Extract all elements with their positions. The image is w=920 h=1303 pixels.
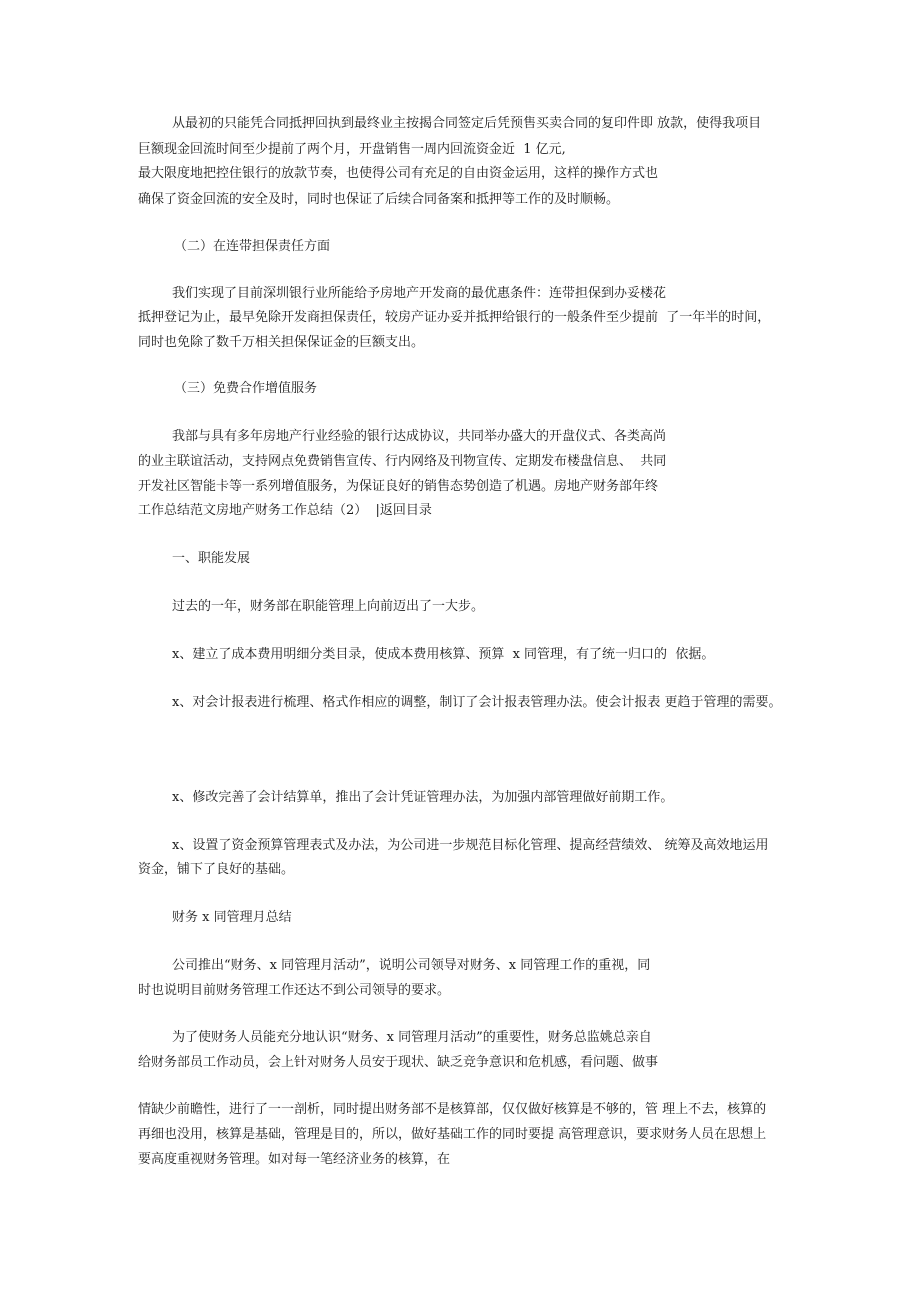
paragraph-line: 巨额现金回流时间至少提前了两个月，开盘销售一周内回流资金近 1 亿元, xyxy=(138,142,566,157)
paragraph-line: 要高度重视财务管理。如对每一笔经济业务的核算，在 xyxy=(138,1152,451,1167)
paragraph-line: 确保了资金回流的安全及时，同时也保证了后续合同备案和抵押等工作的及时顺畅。 xyxy=(138,192,620,207)
paragraph-line: 再细也没用，核算是基础，管理是目的，所以，做好基础工作的同时要提 高管理意识，要求财务人员在思想上 xyxy=(138,1127,767,1142)
paragraph-line: 从最初的只能凭合同抵押回执到最终业主按揭合同签定后凭预售买卖合同的复印件即 放款，使得我项目 xyxy=(172,116,762,131)
return-to-toc-link[interactable]: 工作总结范文房地产财务工作总结（2） |返回目录 xyxy=(138,503,432,518)
paragraph-line: 开发社区智能卡等一系列增值服务，为保证良好的销售态势创造了机遇。房地产财务部年终 xyxy=(138,479,659,494)
paragraph-line: 资金，铺下了良好的基础。 xyxy=(138,862,295,877)
paragraph-line: 情缺少前瞻性，进行了一一剖析，同时提出财务部不是核算部，仅仅做好核算是不够的，管 理上不去，核算的 xyxy=(138,1102,767,1117)
paragraph-line: 为了使财务人员能充分地认识“财务、x 同管理月活动”的重要性，财务总监姚总亲自 xyxy=(172,1030,652,1045)
paragraph-line: x、建立了成本费用明细分类目录，使成本费用核算、预算 x 同管理，有了统一归口的 依据。 xyxy=(172,647,715,662)
paragraph-line: x、对会计报表进行梳理、格式作相应的调整，制订了会计报表管理办法。使会计报表 更趋于管理的需要。 xyxy=(172,695,782,710)
paragraph-line: 抵押登记为止，最早免除开发商担保责任，较房产证办妥并抵押给银行的一般条件至少提前 了一年半的时间， xyxy=(138,310,771,325)
paragraph-line: x、修改完善了会计结算单，推出了会计凭证管理办法，为加强内部管理做好前期工作。 xyxy=(172,790,674,805)
paragraph-line: 最大限度地把控住银行的放款节奏，也使得公司有充足的自由资金运用，这样的操作方式也 xyxy=(138,166,659,181)
paragraph-line: 同时也免除了数千万相关担保保证金的巨额支出。 xyxy=(138,335,425,350)
paragraph-line: 时也说明目前财务管理工作还达不到公司领导的要求。 xyxy=(138,983,451,998)
section-heading: （二）在连带担保责任方面 xyxy=(174,239,331,254)
paragraph-line: 我部与具有多年房地产行业经验的银行达成协议，共同举办盛大的开盘仪式、各类高尚 xyxy=(172,429,667,444)
section-heading: （三）免费合作增值服务 xyxy=(174,381,318,396)
section-heading: 一、职能发展 xyxy=(172,551,251,566)
paragraph-line: x、设置了资金预算管理表式及办法，为公司进一步规范目标化管理、提高经营绩效、 统筹及高效地运用 xyxy=(172,838,769,853)
paragraph-line: 公司推出“财务、x 同管理月活动”，说明公司领导对财务、x 同管理工作的重视，同 xyxy=(172,958,651,973)
section-heading: 财务 x 同管理月总结 xyxy=(172,910,292,925)
paragraph-line: 过去的一年，财务部在职能管理上向前迈出了一大步。 xyxy=(172,599,485,614)
paragraph-line: 我们实现了目前深圳银行业所能给予房地产开发商的最优惠条件：连带担保到办妥楼花 xyxy=(172,286,667,301)
paragraph-line: 的业主联谊活动，支持网点免费销售宣传、行内网络及刊物宣传、定期发布楼盘信息、 共同 xyxy=(138,454,667,469)
paragraph-line: 给财务部员工作动员，会上针对财务人员安于现状、缺乏竞争意识和危机感，看问题、做事 xyxy=(138,1055,659,1070)
